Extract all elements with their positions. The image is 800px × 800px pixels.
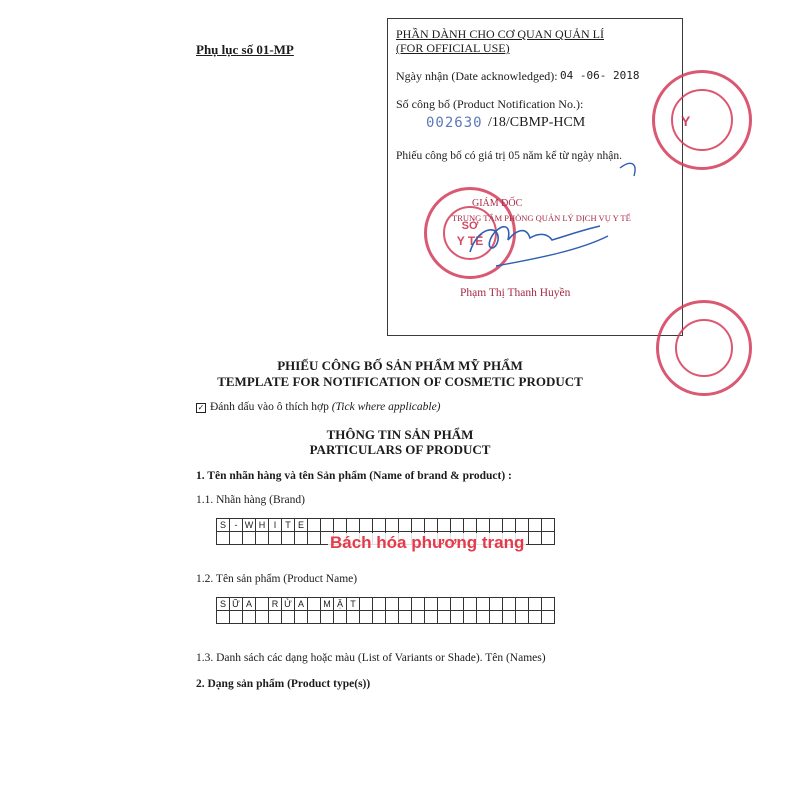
signer-title-line-2: TRUNG TÂM PHÒNG QUẢN LÝ DỊCH VỤ Y TẾ	[452, 213, 631, 223]
particulars-title-vi: THÔNG TIN SẢN PHẨM	[326, 427, 474, 442]
brand-letter-cell	[243, 532, 256, 545]
product-letter-cell	[321, 611, 334, 624]
brand-letter-cell: -	[230, 519, 243, 532]
brand-letter-cell	[334, 519, 347, 532]
product-letter-cell	[490, 598, 503, 611]
date-acknowledged-value: 04 -06- 2018	[560, 69, 640, 82]
brand-letter-cell	[386, 519, 399, 532]
brand-letter-cell	[321, 519, 334, 532]
brand-letter-cell	[347, 519, 360, 532]
signer-name: Phạm Thị Thanh Huyền	[460, 287, 571, 299]
product-letter-cell	[464, 611, 477, 624]
product-letter-cell	[360, 611, 373, 624]
product-letter-cell	[217, 611, 230, 624]
brand-letter-cell	[529, 519, 542, 532]
section-1-3-label: 1.3. Danh sách các dạng hoặc màu (List of Variants or Shade). Tên (Names)	[196, 652, 546, 664]
stamp-line-1: SỞ	[461, 220, 479, 232]
product-letter-cell	[347, 611, 360, 624]
product-letter-cell: A	[243, 598, 256, 611]
brand-letter-cell: I	[269, 519, 282, 532]
product-letter-cell: Ử	[282, 598, 295, 611]
product-letter-cell: Ữ	[230, 598, 243, 611]
brand-letter-cell	[529, 532, 542, 545]
validity-note: Phiếu công bố có giá trị 05 năm kể từ ngày nhận.	[396, 150, 622, 162]
brand-letter-cell: E	[295, 519, 308, 532]
section-2-heading: 2. Dạng sản phẩm (Product type(s))	[196, 678, 371, 690]
section-1-1-label: 1.1. Nhãn hàng (Brand)	[196, 494, 305, 506]
brand-letter-cell	[282, 532, 295, 545]
product-letter-cell	[542, 598, 555, 611]
product-letter-cell: A	[295, 598, 308, 611]
stamp-line-2: Y TẾ	[456, 234, 484, 248]
brand-letter-cell	[308, 519, 321, 532]
product-letter-cell	[230, 611, 243, 624]
product-letter-cell	[477, 598, 490, 611]
brand-letter-cell	[295, 532, 308, 545]
notification-number-suffix: /18/CBMP-HCM	[488, 115, 586, 130]
brand-letter-cell	[217, 532, 230, 545]
product-letter-cell: M	[321, 598, 334, 611]
handwritten-signature	[470, 226, 600, 252]
product-letter-cell: S	[217, 598, 230, 611]
brand-letter-cell	[256, 532, 269, 545]
product-letter-cell	[386, 598, 399, 611]
brand-letter-cell	[399, 519, 412, 532]
product-letter-cell	[451, 598, 464, 611]
product-letter-cell	[256, 598, 269, 611]
checkbox-icon: ✓	[197, 403, 205, 412]
product-letter-cell	[516, 611, 529, 624]
product-letter-cell	[269, 611, 282, 624]
official-heading-en: (FOR OFFICIAL USE)	[396, 41, 510, 55]
product-letter-cell	[542, 611, 555, 624]
product-letter-cell	[477, 611, 490, 624]
product-letter-cell	[295, 611, 308, 624]
product-letter-cell	[373, 611, 386, 624]
product-letter-cell	[425, 598, 438, 611]
product-letter-cell	[503, 611, 516, 624]
side-stamp-letter: Y	[681, 113, 691, 129]
brand-letter-cell	[360, 519, 373, 532]
product-letter-cell: R	[269, 598, 282, 611]
brand-letter-cell	[464, 519, 477, 532]
product-letter-cell	[308, 598, 321, 611]
product-letter-cell	[308, 611, 321, 624]
particulars-title-en: PARTICULARS OF PRODUCT	[309, 442, 491, 457]
product-letter-cell	[451, 611, 464, 624]
brand-letter-cell	[373, 519, 386, 532]
appendix-label: Phụ lục số 01-MP	[196, 42, 294, 57]
section-1-heading: 1. Tên nhãn hàng và tên Sản phẩm (Name of brand & product) :	[196, 470, 512, 482]
brand-letter-cell: H	[256, 519, 269, 532]
product-letter-cell	[399, 611, 412, 624]
form-title-vi: PHIẾU CÔNG BỐ SẢN PHẨM MỸ PHẨM	[277, 358, 523, 373]
brand-letter-cell	[425, 519, 438, 532]
product-letter-cell	[412, 611, 425, 624]
brand-letter-cell	[438, 519, 451, 532]
product-letter-cell	[360, 598, 373, 611]
section-1-2-label: 1.2. Tên sản phẩm (Product Name)	[196, 573, 358, 585]
product-letter-cell	[503, 598, 516, 611]
product-letter-cell	[373, 598, 386, 611]
product-letter-cell	[256, 611, 269, 624]
product-letter-cell	[516, 598, 529, 611]
product-letter-grid	[216, 597, 555, 624]
tick-note-vi: Đánh dấu vào ô thích hợp	[210, 401, 329, 413]
brand-letter-cell: S	[217, 519, 230, 532]
brand-letter-cell	[477, 519, 490, 532]
notification-number-label: Số công bố (Product Notification No.):	[396, 97, 584, 111]
product-letter-cell	[243, 611, 256, 624]
product-letter-cell: T	[347, 598, 360, 611]
watermark-text: Bách hóa phương trang	[330, 533, 525, 552]
brand-letter-cell	[542, 532, 555, 545]
brand-letter-cell	[490, 519, 503, 532]
brand-letter-cell: W	[243, 519, 256, 532]
product-letter-cell	[490, 611, 503, 624]
side-stamp-top	[652, 70, 752, 170]
product-letter-cell	[399, 598, 412, 611]
brand-letter-cell	[542, 519, 555, 532]
pen-mark	[620, 163, 635, 176]
official-heading-vi: PHẦN DÀNH CHO CƠ QUAN QUẢN LÍ	[396, 27, 604, 41]
date-acknowledged-label: Ngày nhận (Date acknowledged):	[396, 69, 558, 83]
signer-title-line-1: GIÁM ĐỐC	[472, 198, 523, 209]
product-letter-cell	[464, 598, 477, 611]
tick-note-en: (Tick where applicable)	[331, 401, 441, 413]
form-title-en: TEMPLATE FOR NOTIFICATION OF COSMETIC PRODUCT	[217, 374, 583, 389]
brand-letter-cell	[230, 532, 243, 545]
brand-letter-cell	[269, 532, 282, 545]
tick-instruction	[196, 401, 441, 413]
product-letter-cell	[438, 598, 451, 611]
brand-letter-cell	[451, 519, 464, 532]
brand-letter-cell	[412, 519, 425, 532]
brand-letter-cell	[516, 519, 529, 532]
product-letter-cell	[529, 598, 542, 611]
notification-number-stamp: 002630	[426, 115, 483, 131]
product-letter-cell	[529, 611, 542, 624]
product-letter-cell	[282, 611, 295, 624]
brand-letter-cell	[308, 532, 321, 545]
product-letter-cell: Ặ	[334, 598, 347, 611]
brand-letter-cell	[503, 519, 516, 532]
product-letter-cell	[412, 598, 425, 611]
product-letter-cell	[438, 611, 451, 624]
product-letter-cell	[386, 611, 399, 624]
product-letter-cell	[425, 611, 438, 624]
brand-letter-cell: T	[282, 519, 295, 532]
product-letter-cell	[334, 611, 347, 624]
